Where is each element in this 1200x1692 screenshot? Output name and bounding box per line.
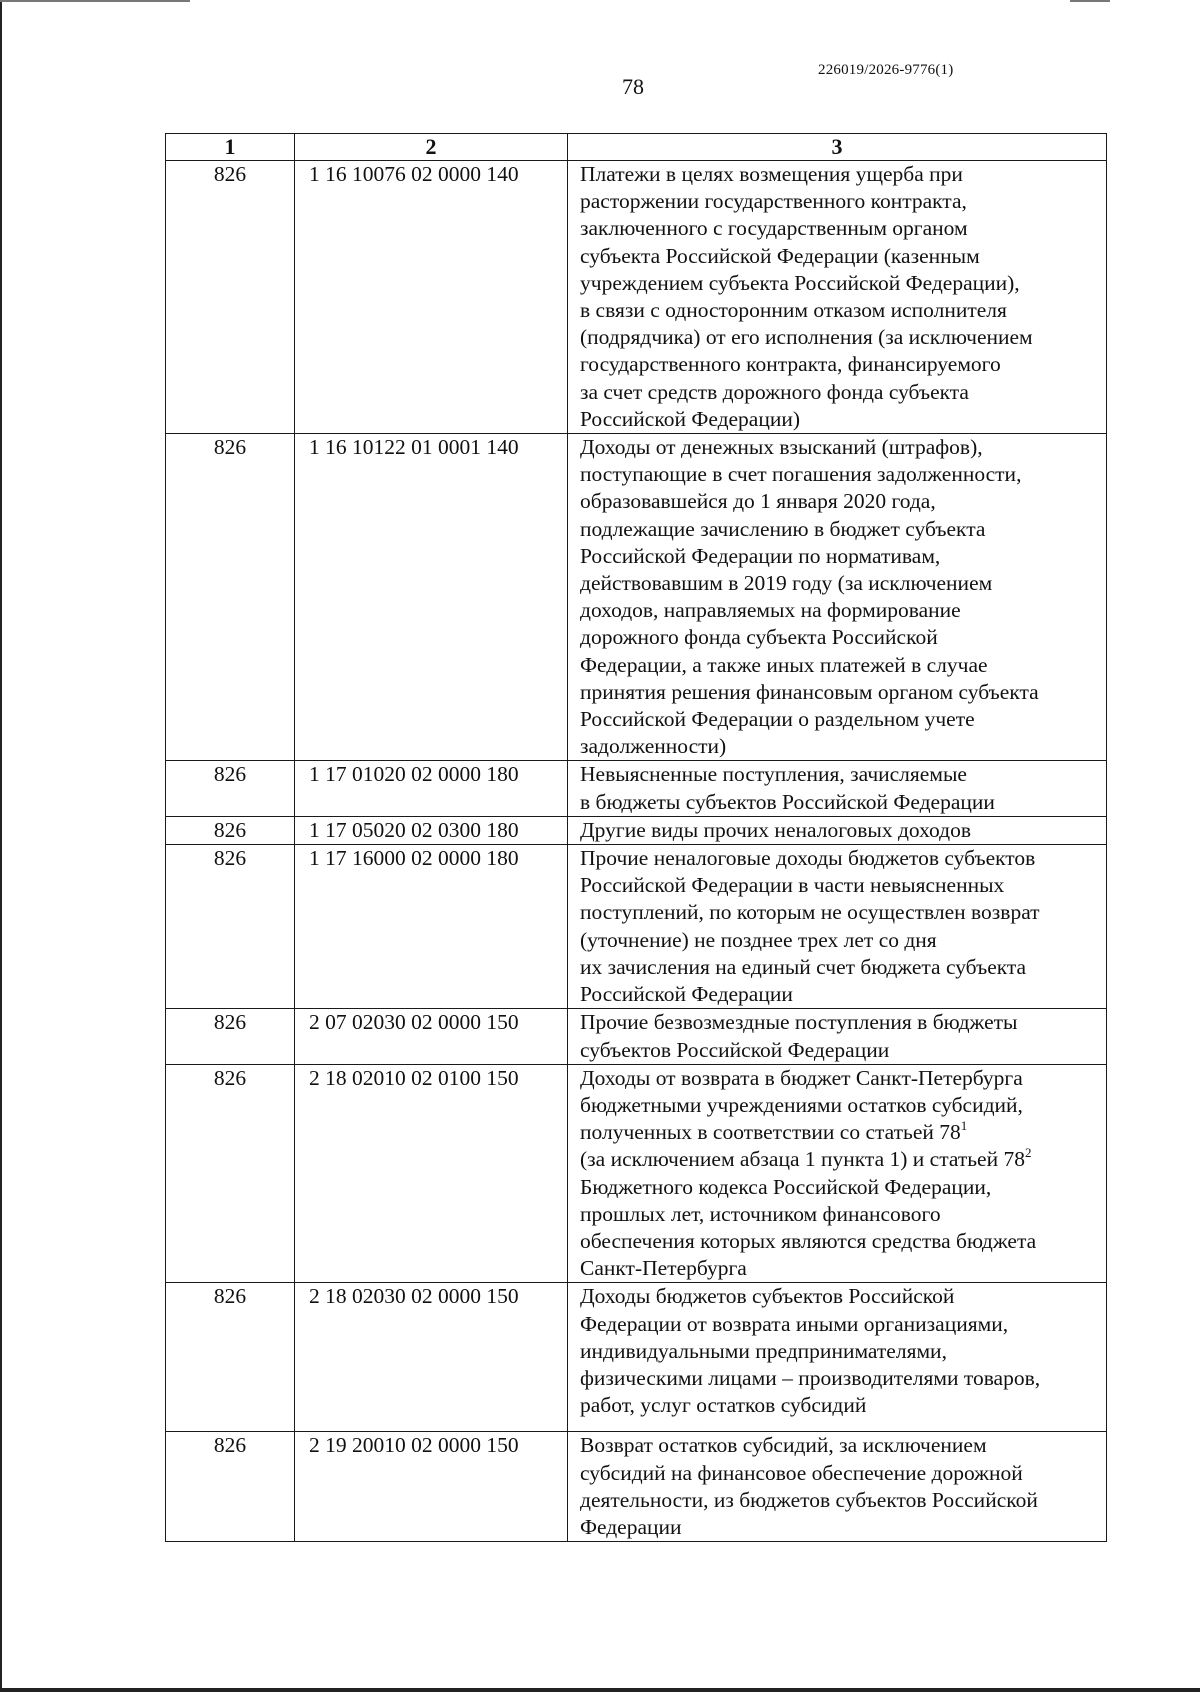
text-line: расторжении государственного контракта,	[580, 189, 967, 214]
text-line: Российской Федерации о раздельном учете	[580, 707, 975, 732]
text-line: деятельности, из бюджетов субъектов Российской	[580, 1487, 1038, 1512]
revenue-name-cell	[568, 1009, 1107, 1064]
table-row	[166, 761, 1107, 816]
revenue-name-cell	[568, 761, 1107, 816]
text-line: субсидий на финансовое обеспечение дорожной	[580, 1460, 1023, 1485]
text-line: их зачисления на единый счет бюджета субъекта	[580, 954, 1027, 979]
table-row	[166, 1064, 1107, 1283]
text-line: прошлых лет, источником финансового	[580, 1201, 941, 1226]
text-line: принятия решения финансовым органом субъекта	[580, 679, 1039, 704]
revenue-name-cell	[568, 161, 1107, 434]
revenue-name-cell	[568, 845, 1107, 1009]
text-line-with-superscript	[580, 1119, 1102, 1146]
text-line: субъектов Российской Федерации	[580, 1037, 890, 1062]
budget-code-cell: 2 18 02030 02 0000 150	[295, 1283, 568, 1432]
text-line: бюджетными учреждениями остатков субсидий,	[580, 1092, 1023, 1117]
text-line: действовавшим в 2019 году (за исключением	[580, 571, 993, 596]
admin-code-cell: 826	[166, 816, 295, 844]
text-line: Федерации от возврата иными организациями,	[580, 1311, 1009, 1336]
table-header-row	[166, 134, 1107, 161]
text-line: в бюджеты субъектов Российской Федерации	[580, 789, 995, 814]
revenue-name-cell	[568, 816, 1107, 844]
table-row	[166, 816, 1107, 844]
table-row	[166, 1283, 1107, 1432]
text-segment: полученных в соответствии со статьей 78	[580, 1120, 961, 1145]
text-line: Санкт-Петербурга	[580, 1256, 747, 1281]
table-row	[166, 434, 1107, 761]
text-line: подлежащие зачислению в бюджет субъекта	[580, 516, 986, 541]
text-line: Прочие неналоговые доходы бюджетов субъектов	[580, 846, 1036, 871]
text-line: задолженности)	[580, 734, 727, 759]
text-line: государственного контракта, финансируемого	[580, 352, 1001, 377]
column-header-2: 2	[295, 134, 568, 161]
text-line: Российской Федерации)	[580, 406, 801, 431]
admin-code-cell: 826	[166, 1009, 295, 1064]
admin-code-cell: 826	[166, 434, 295, 761]
text-line: (уточнение) не позднее трех лет со дня	[580, 927, 937, 952]
text-line: индивидуальными предпринимателями,	[580, 1338, 947, 1363]
text-line: доходов, направляемых на формирование	[580, 598, 961, 623]
scan-edge-bottom	[0, 1688, 1200, 1692]
text-line: Российской Федерации в части невыясненных	[580, 873, 1005, 898]
revenue-name-cell	[568, 434, 1107, 761]
text-line: поступлений, по которым не осуществлен возврат	[580, 900, 1040, 925]
scan-edge-left	[0, 0, 2, 1692]
text-line: Бюджетного кодекса Российской Федерации,	[580, 1174, 992, 1199]
table-row	[166, 1009, 1107, 1064]
text-line: учреждением субъекта Российской Федерации),	[580, 270, 1020, 295]
admin-code-cell: 826	[166, 1283, 295, 1432]
page-number: 78	[622, 74, 644, 99]
budget-code-cell: 2 18 02010 02 0100 150	[295, 1064, 568, 1283]
column-header-1: 1	[166, 134, 295, 161]
text-line: Платежи в целях возмещения ущерба при	[580, 162, 963, 186]
text-line: Невыясненные поступления, зачисляемые	[580, 762, 967, 787]
budget-code-cell: 2 07 02030 02 0000 150	[295, 1009, 568, 1064]
budget-code-cell: 1 16 10076 02 0000 140	[295, 161, 568, 434]
text-line-with-superscript	[580, 1146, 1102, 1173]
text-line: работ, услуг остатков субсидий	[580, 1393, 867, 1418]
text-line: Доходы от денежных взысканий (штрафов),	[580, 435, 983, 460]
text-line: Другие виды прочих неналоговых доходов	[580, 817, 972, 842]
admin-code-cell: 826	[166, 1432, 295, 1542]
text-line: заключенного с государственным органом	[580, 216, 968, 241]
text-segment: (за исключением абзаца 1 пункта 1) и статьей 78	[580, 1147, 1025, 1172]
budget-code-cell: 1 17 05020 02 0300 180	[295, 816, 568, 844]
revenue-name-cell	[568, 1283, 1107, 1432]
text-line: дорожного фонда субъекта Российской	[580, 625, 938, 650]
text-line: Федерации	[580, 1514, 682, 1539]
revenue-name-cell	[568, 1064, 1107, 1283]
revenue-codes-table	[165, 133, 1107, 1542]
text-line: образовавшейся до 1 января 2020 года,	[580, 489, 936, 514]
document-number: 226019/2026-9776(1)	[818, 62, 954, 78]
text-line: Доходы бюджетов субъектов Российской	[580, 1284, 955, 1309]
text-line: за счет средств дорожного фонда субъекта	[580, 379, 969, 404]
budget-code-cell: 2 19 20010 02 0000 150	[295, 1432, 568, 1542]
admin-code-cell: 826	[166, 845, 295, 1009]
budget-code-cell: 1 16 10122 01 0001 140	[295, 434, 568, 761]
text-line: (подрядчика) от его исполнения (за исключением	[580, 325, 1033, 350]
text-line: Прочие безвозмездные поступления в бюджеты	[580, 1010, 1018, 1035]
text-line: Российской Федерации по нормативам,	[580, 543, 941, 568]
text-line: Российской Федерации	[580, 982, 793, 1007]
table-row	[166, 845, 1107, 1009]
scan-mark	[0, 0, 190, 2]
text-line: физическими лицами – производителями товаров,	[580, 1365, 1041, 1390]
table-row	[166, 161, 1107, 434]
text-line: Федерации, а также иных платежей в случае	[580, 652, 988, 677]
text-line: Доходы от возврата в бюджет Санкт-Петербурга	[580, 1065, 1023, 1090]
scan-mark	[1070, 0, 1110, 2]
text-line: поступающие в счет погашения задолженности,	[580, 462, 1022, 487]
admin-code-cell: 826	[166, 761, 295, 816]
column-header-3: 3	[568, 134, 1107, 161]
admin-code-cell: 826	[166, 1064, 295, 1283]
text-line: обеспечения которых являются средства бюджета	[580, 1228, 1037, 1253]
superscript: 2	[1024, 1145, 1032, 1161]
superscript: 1	[960, 1117, 968, 1133]
budget-code-cell: 1 17 16000 02 0000 180	[295, 845, 568, 1009]
text-line: в связи с односторонним отказом исполнителя	[580, 298, 1007, 323]
admin-code-cell: 826	[166, 161, 295, 434]
budget-code-cell: 1 17 01020 02 0000 180	[295, 761, 568, 816]
text-line: Возврат остатков субсидий, за исключением	[580, 1433, 987, 1458]
text-line: субъекта Российской Федерации (казенным	[580, 243, 980, 268]
table-row	[166, 1432, 1107, 1542]
revenue-name-cell	[568, 1432, 1107, 1542]
